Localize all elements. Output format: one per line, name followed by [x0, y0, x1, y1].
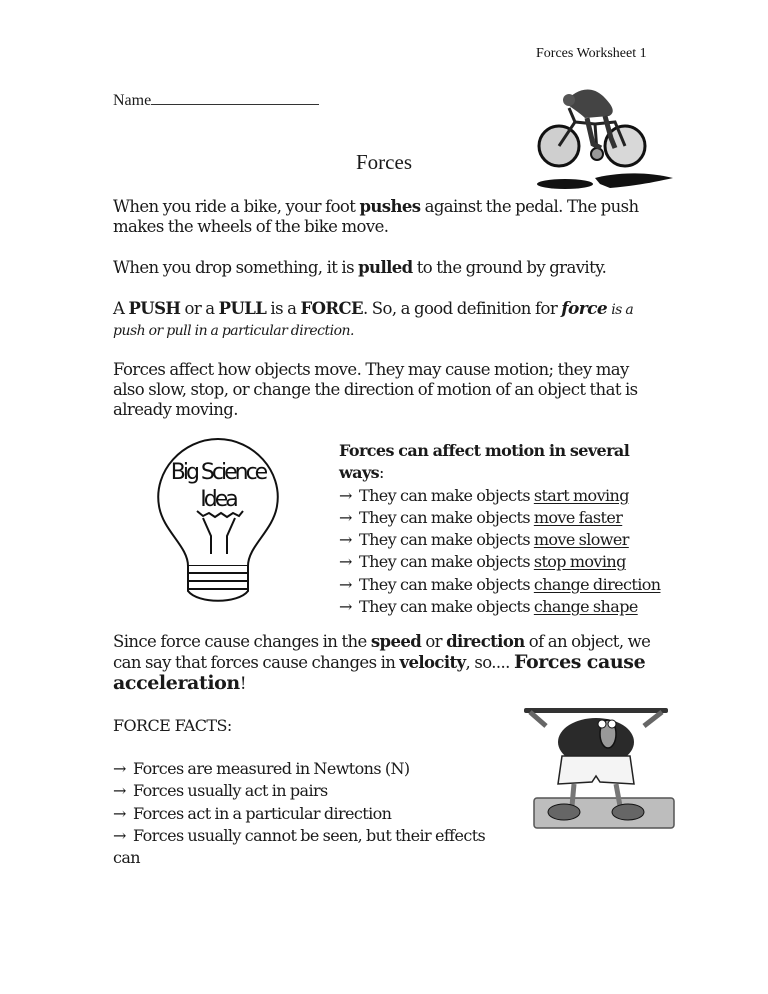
paragraph-push: When you ride a bike, your foot pushes against the pedal. The push makes the wheels of the bike move. — [113, 197, 639, 236]
arrow-icon: → — [339, 530, 352, 550]
arrow-icon: → — [113, 825, 126, 845]
arrow-icon: → — [339, 507, 352, 527]
ways-item: → They can make objects change direction — [339, 574, 669, 596]
arrow-icon: → — [339, 574, 352, 594]
fact-item: → Forces act in a particular direction — [113, 803, 513, 825]
name-blank-line[interactable] — [151, 90, 319, 105]
ways-item: → They can make objects move slower — [339, 529, 669, 551]
force-facts-title: FORCE FACTS: — [113, 716, 232, 735]
paragraph-acceleration: Since force cause changes in the speed or direction of an object, we can say that forces cause changes in velocity, so.... Forces cause acceleration! — [113, 632, 651, 694]
fact-item: → Forces usually act in pairs — [113, 780, 513, 802]
ways-item: → They can make objects stop moving — [339, 551, 669, 573]
ways-item: → They can make objects change shape — [339, 596, 669, 618]
definition-text: is a push or pull in a particular direction. — [113, 302, 634, 339]
arrow-icon: → — [113, 803, 126, 823]
arrow-icon: → — [339, 597, 352, 617]
stretching-person-icon — [516, 698, 676, 830]
ways-heading: Forces can affect motion in several ways: — [339, 441, 630, 483]
force-facts-list — [113, 758, 513, 869]
paragraph-definition: A PUSH or a PULL is a FORCE. So, a good definition for force is a push or pull in a particular direction. — [113, 299, 634, 339]
arrow-icon: → — [113, 781, 126, 801]
paragraph-motion: Forces affect how objects move. They may cause motion; they may also slow, stop, or change the direction of motion of an object that is already moving. — [113, 360, 638, 419]
name-label: Name — [113, 92, 152, 109]
arrow-icon: → — [339, 485, 352, 505]
big-idea-line1: Big Science — [170, 460, 266, 485]
big-idea-line2: Idea — [200, 487, 236, 512]
page-title: Forces — [356, 150, 412, 174]
ways-item: → They can make objects move faster — [339, 507, 669, 529]
acceleration-callout: Forces cause acceleration — [113, 651, 646, 694]
lightbulb-icon — [143, 436, 293, 606]
running-header: Forces Worksheet 1 — [536, 46, 647, 61]
motion-ways-list — [339, 440, 669, 618]
term-force: force — [561, 299, 608, 319]
arrow-icon: → — [113, 759, 126, 778]
ways-item: → They can make objects start moving — [339, 485, 669, 507]
fact-item: → Forces usually cannot be seen, but their effects can — [113, 825, 486, 868]
arrow-icon: → — [339, 552, 352, 572]
paragraph-pull: When you drop something, it is pulled to the ground by gravity. — [113, 258, 607, 277]
name-field[interactable] — [113, 90, 319, 110]
fact-item: → Forces are measured in Newtons (N) — [113, 758, 513, 780]
